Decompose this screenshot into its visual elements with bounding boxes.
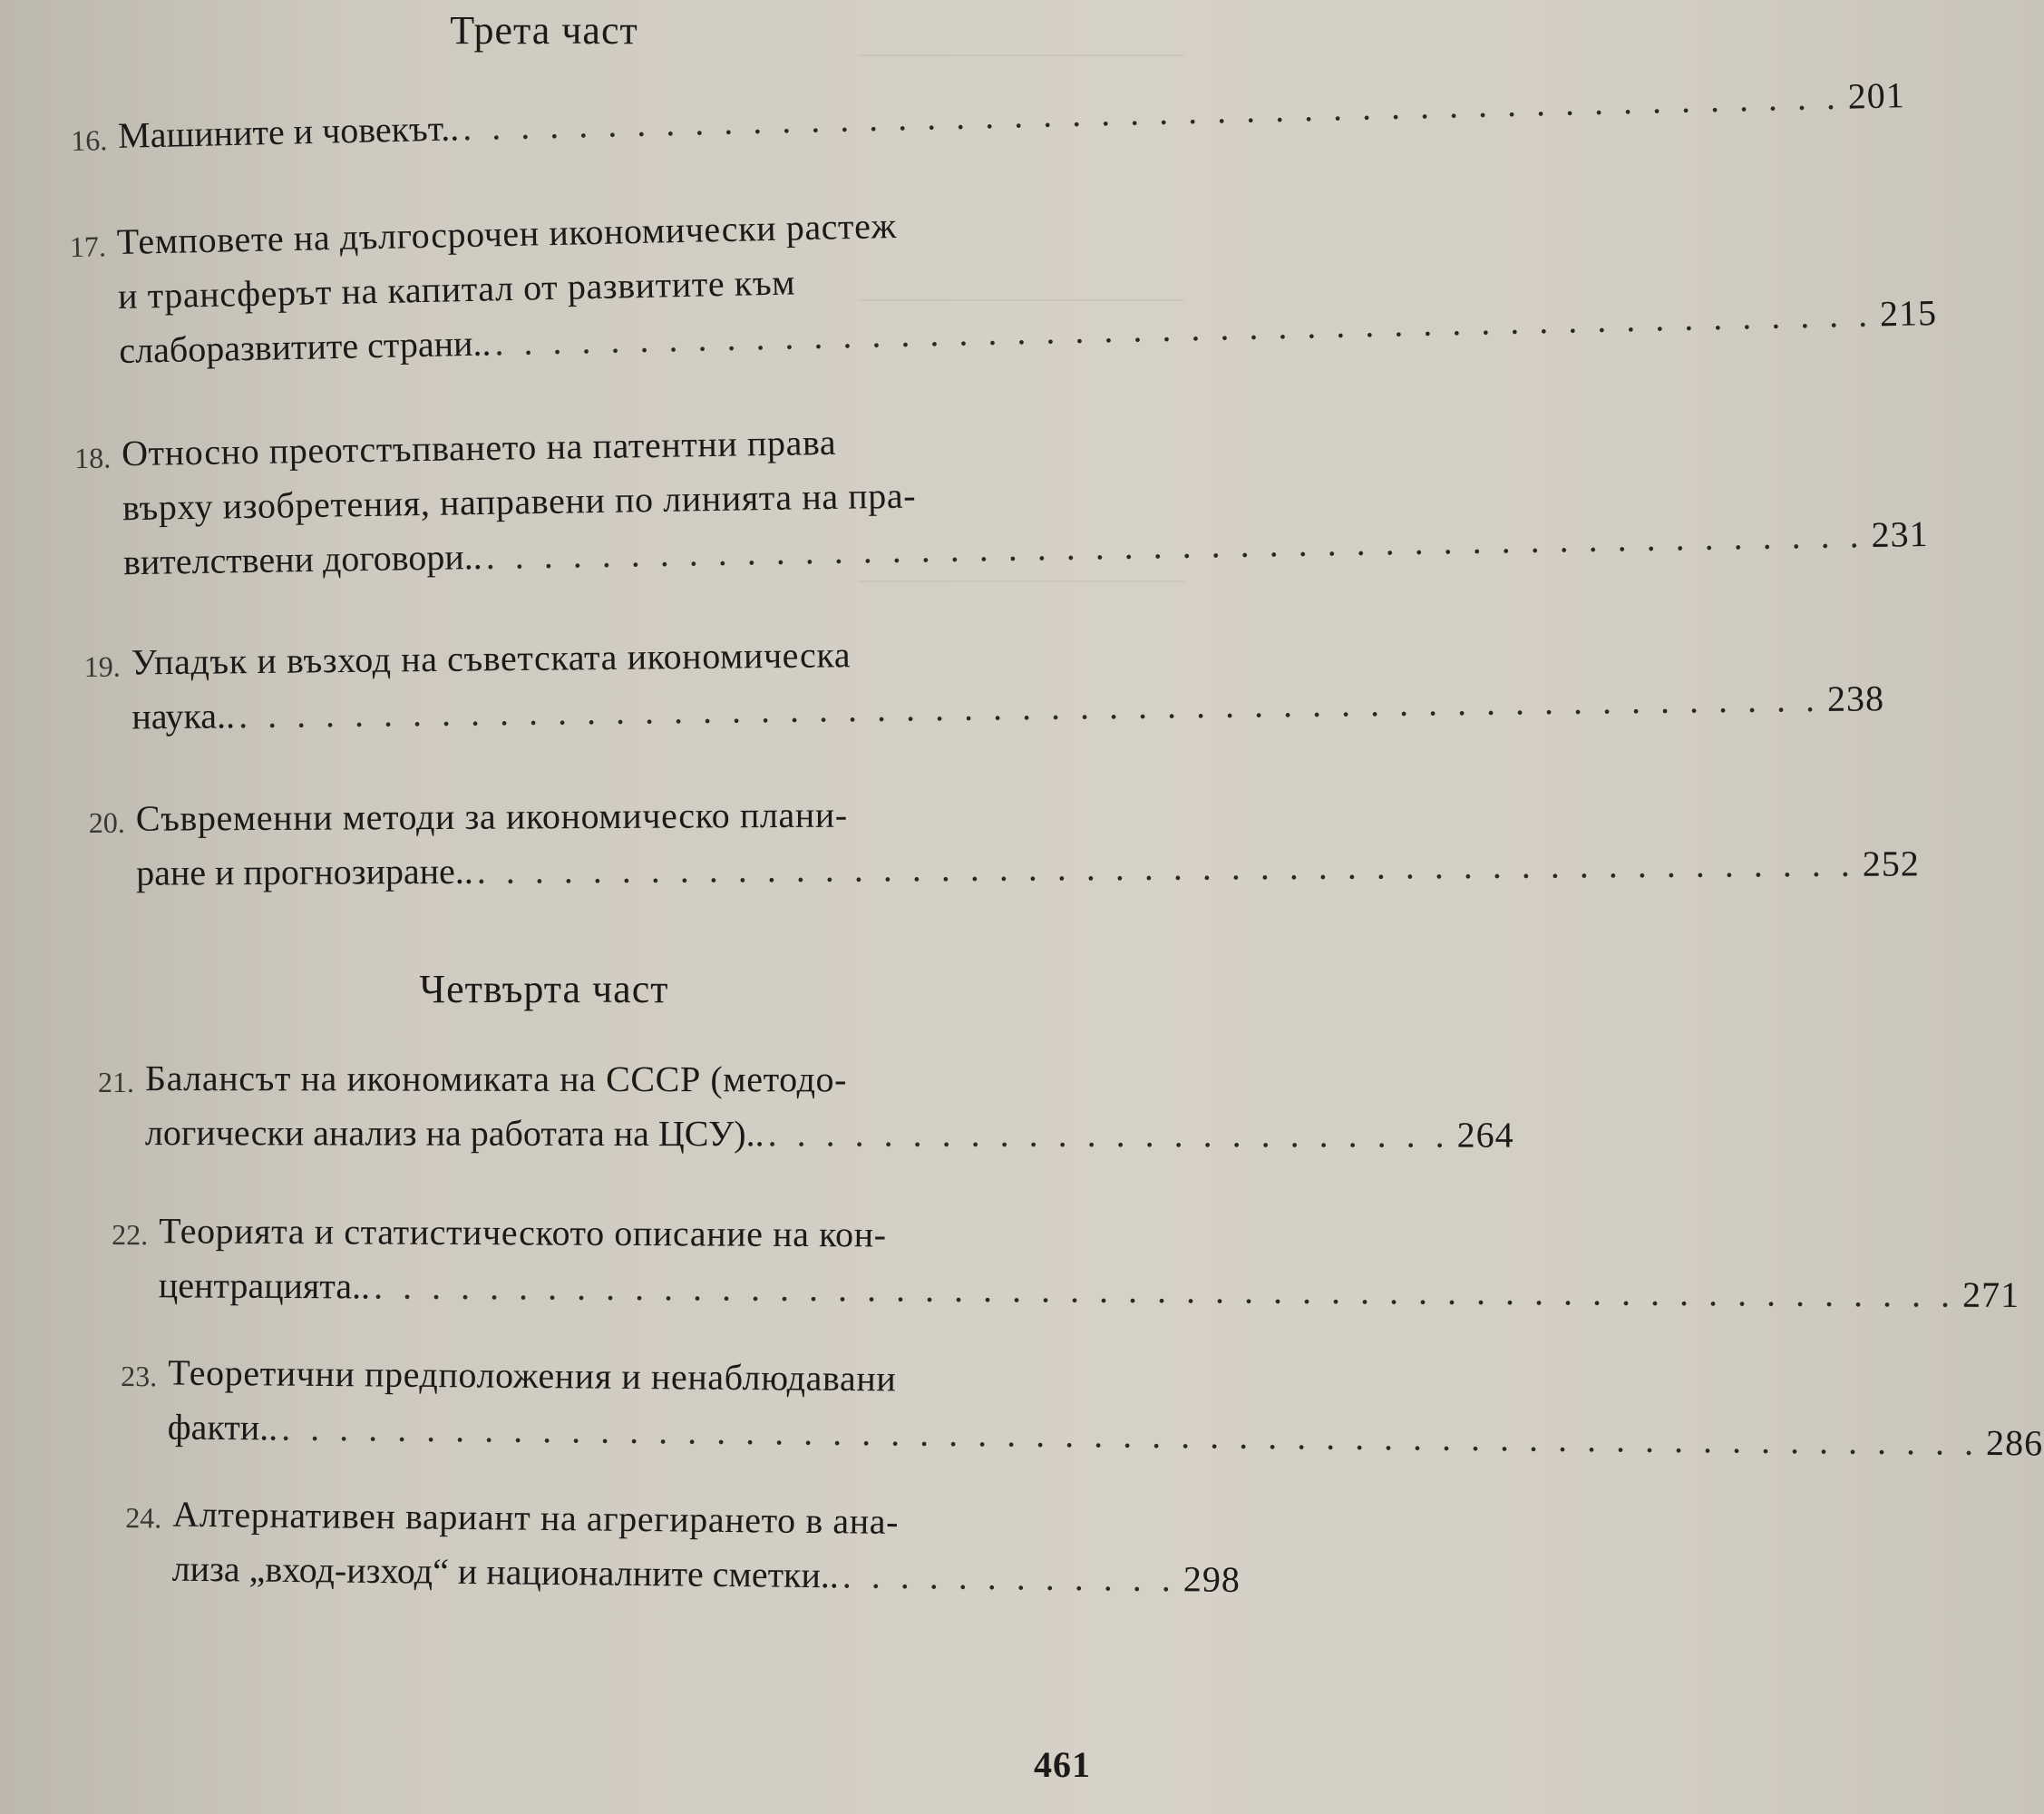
entry-title-line: Темповете на дългосрочен икономически растеж [116, 205, 898, 263]
entry-page-number: 286 [1985, 1421, 2044, 1464]
entry-page-number: 264 [1456, 1114, 1514, 1156]
toc-entry-17[interactable] [69, 195, 1938, 378]
entry-number: 24. [125, 1501, 162, 1535]
entry-number: 17. [69, 229, 107, 264]
toc-entry-23[interactable] [121, 1345, 2044, 1464]
entry-page-number: 231 [1871, 512, 1929, 555]
toc-entry-16[interactable] [70, 74, 1906, 163]
entry-title-line: факти.. [167, 1406, 278, 1448]
entry-title-line: ране и прогнозиране.. [136, 850, 473, 893]
entry-title-line: логически анализ на работата на ЦСУ).. [144, 1112, 764, 1155]
leader-dots: . . . . . . . . . . . . . . . . . . . . . . . . . . . . . . . . . . . . . . . . . . . . . . . . . . . . . . . . . . . [281, 1407, 1980, 1463]
entry-number: 19. [83, 649, 121, 684]
entry-page-number: 271 [1961, 1273, 2020, 1316]
leader-dots: . . . . . . . . . . . . . . . . . . . . . . . . [767, 1113, 1450, 1156]
bleed-through-line [858, 54, 1184, 56]
entry-number: 21. [98, 1065, 135, 1099]
leader-dots: . . . . . . . . . . . . . . . . . . . . . . . . . . . . . . . . . . . . . . . . . . . . . . . . [476, 843, 1855, 892]
entry-page-number: 201 [1847, 74, 1906, 117]
toc-entry-24[interactable] [125, 1487, 1241, 1606]
entry-title-line: Алтернативен вариант на агрегирането в ана- [172, 1493, 900, 1542]
entry-page-number: 298 [1183, 1558, 1241, 1600]
entry-page-number: 252 [1862, 843, 1920, 884]
toc-entry-18[interactable] [73, 412, 1929, 590]
toc-entry-21[interactable] [98, 1051, 1514, 1162]
entry-title-line: Относно преотстъпването на патентни права [121, 421, 837, 474]
leader-dots: . . . . . . . . . . . . . . . . . . . . . . . . . . . . . . . . . . . . . . . . . . . . . . . . . . . . . . . [238, 678, 1821, 736]
entry-number: 23. [121, 1360, 158, 1393]
entry-page-number: 238 [1826, 678, 1885, 719]
entry-title-line: Теорията и статистическото описание на кон- [159, 1210, 887, 1255]
entry-number: 22. [112, 1218, 149, 1252]
entry-title-line: Упадък и възход на съветската икономическа [131, 634, 852, 683]
entry-title-line: и трансферът на капитал от развитите към [117, 261, 796, 317]
entry-title-line: Балансът на икономиката на СССР (методо- [145, 1058, 848, 1100]
entry-title-line: лиза „вход-изход“ и националните сметки.. [171, 1547, 840, 1596]
entry-number: 16. [70, 123, 108, 158]
part-three-heading: Трета част [450, 8, 638, 53]
toc-entry-22[interactable] [112, 1204, 2020, 1317]
toc-entry-19[interactable] [83, 626, 1885, 745]
entry-title-line: Машините и човекът.. [117, 107, 460, 156]
folio-page-number: 461 [1034, 1744, 1091, 1785]
bleed-through-line [858, 580, 1184, 582]
leader-dots: . . . . . . . . . . . . . . . . . . . . . . . . . . . . . . . . . . . . . . . . . . . . . . . . [493, 293, 1874, 364]
leader-dots: . . . . . . . . . . . . . . . . . . . . . . . . . . . . . . . . . . . . . . . . . . . . . . . . [462, 75, 1842, 149]
leader-dots: . . . . . . . . . . . . . . . . . . . . . . . . . . . . . . . . . . . . . . . . . . . . . . . . . . . . . . . [373, 1265, 1956, 1315]
entry-title-line: слаборазвитите страни.. [118, 322, 492, 372]
entry-title-line: Съвременни методи за икономическо плани- [135, 794, 848, 839]
entry-title-line: наука.. [131, 695, 236, 737]
leader-dots: . . . . . . . . . . . . [842, 1555, 1177, 1600]
entry-title-line: вителствени договори.. [122, 536, 483, 583]
entry-title-line: Теоретични предположения и ненаблюдавани [168, 1351, 897, 1400]
toc-entry-20[interactable] [88, 786, 1920, 900]
entry-number: 18. [73, 441, 112, 475]
leader-dots: . . . . . . . . . . . . . . . . . . . . . . . . . . . . . . . . . . . . . . . . . . . . . . . . [485, 514, 1864, 577]
part-four-heading: Четвърта част [419, 967, 669, 1011]
entry-number: 20. [88, 805, 125, 840]
entry-title-line: върху изобретения, направени по линията на пра- [122, 474, 917, 529]
entry-title-line: центрацията.. [158, 1264, 371, 1307]
entry-page-number: 215 [1879, 292, 1938, 335]
